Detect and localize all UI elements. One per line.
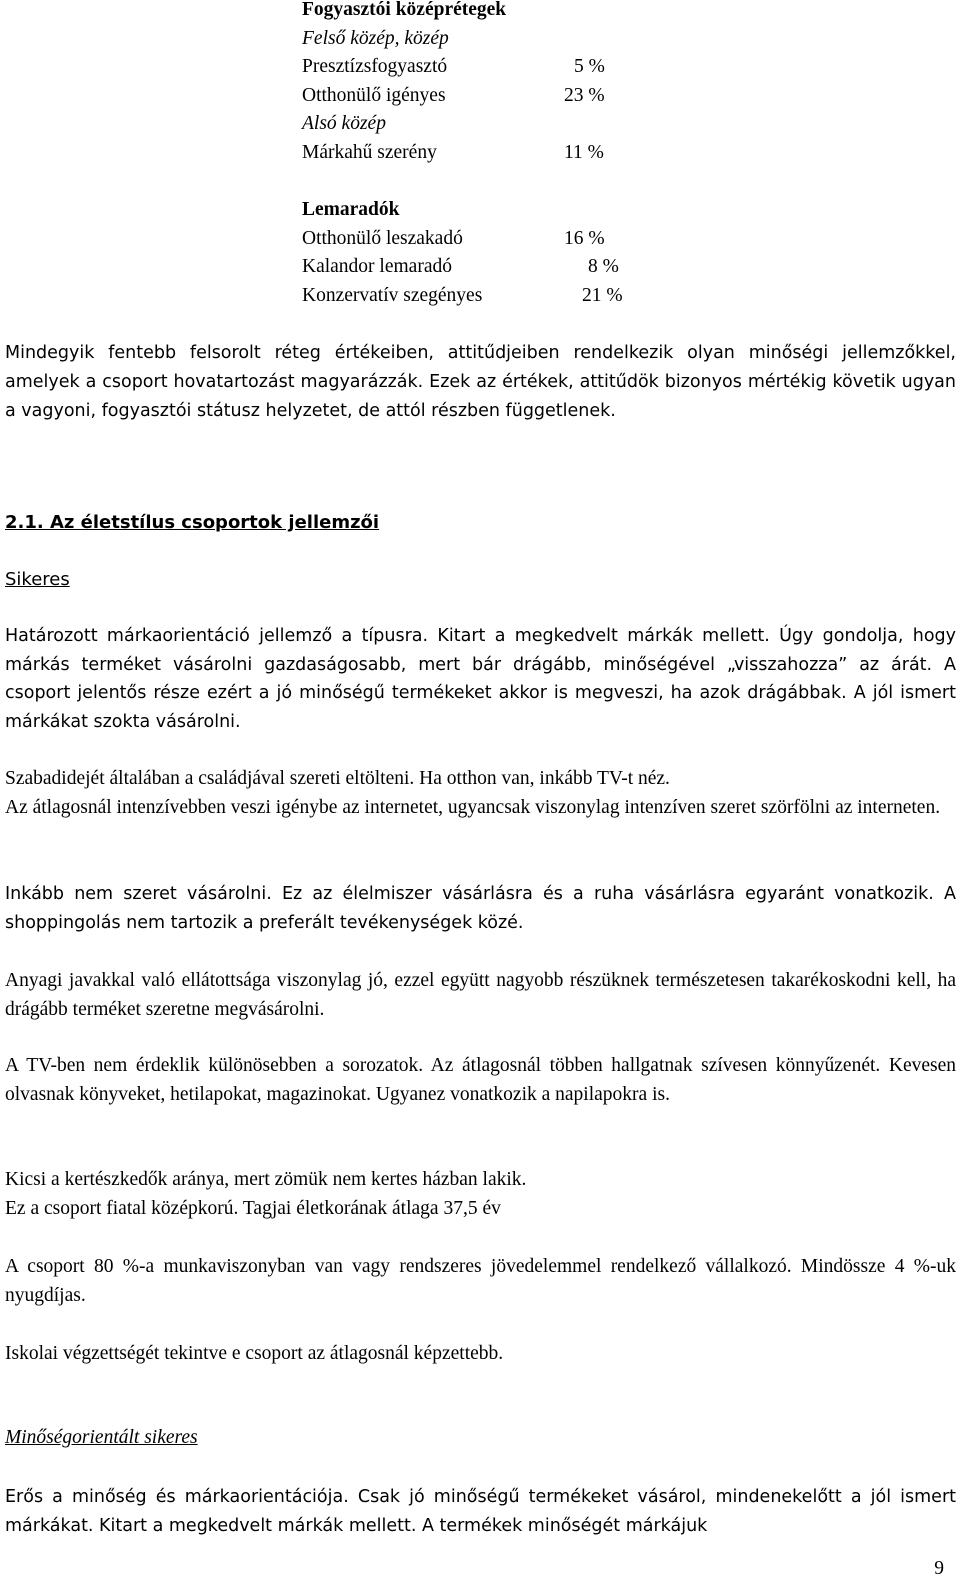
- segment-name: Márkahű szerény: [302, 141, 437, 163]
- segment-table: [302, 0, 682, 311]
- group-header: Felső közép, közép: [302, 27, 449, 49]
- segment-name: Kalandor lemaradó: [302, 256, 452, 278]
- paragraph: A TV-ben nem érdeklik különösebben a sorozatok. Az átlagosnál többen hallgatnak szívesen könnyűzenét. Kevesen olvasnak könyveket, hetilapokat, magazinokat. Ugyanez vonatkozik a napilapokra is.: [5, 1055, 956, 1105]
- intro-paragraph: Mindegyik fentebb felsorolt réteg értékeiben, attitűdjeiben rendelkezik olyan minőségi jellemzőkkel, amelyek a csoport hovatartozást magyarázzák. Ezek az értékek, attitűdök bizonyos mértékig követik ugyan a vagyoni, fogyasztói státusz helyzetet, de attól részben függetlenek.: [5, 343, 956, 421]
- segment-value: 23 %: [564, 84, 605, 106]
- segment-value: 5 %: [574, 56, 605, 78]
- group-title-minosegorientalt: Minőségorientált sikeres: [5, 1427, 198, 1448]
- page-number: 9: [934, 1558, 944, 1579]
- segment-value: 11 %: [564, 141, 604, 163]
- paragraph: Ez a csoport fiatal középkorú. Tagjai életkorának átlaga 37,5 év: [5, 1198, 501, 1219]
- segment-value: 16 %: [564, 227, 605, 249]
- paragraph: Anyagi javakkal való ellátottsága viszonylag jó, ezzel együtt nagyobb részüknek természetesen takarékoskodni kell, ha drágább terméket szeretne megvásárolni.: [5, 970, 956, 1020]
- paragraph: Iskolai végzettségét tekintve e csoport az átlagosnál képzettebb.: [5, 1343, 504, 1364]
- paragraph: Az átlagosnál intenzívebben veszi igénybe az internetet, ugyancsak viszonylag intenzíven szeret szörfölni az interneten.: [5, 797, 941, 818]
- segment-row: [302, 282, 682, 311]
- segment-value: 21 %: [582, 284, 623, 306]
- segment-row: [302, 53, 682, 82]
- segment-row: [302, 139, 682, 168]
- segment-name: Presztízsfogyasztó: [302, 56, 448, 78]
- lagging-title: Lemaradók: [302, 199, 400, 221]
- segment-name: Konzervatív szegényes: [302, 284, 483, 306]
- group-title-sikeres: Sikeres: [5, 569, 70, 590]
- segment-name: Otthonülő igényes: [302, 84, 446, 106]
- section-heading: 2.1. Az életstílus csoportok jellemzői: [5, 512, 380, 533]
- segment-name: Otthonülő leszakadó: [302, 227, 463, 249]
- segment-title: Fogyasztói középrétegek: [302, 0, 507, 20]
- paragraph: Inkább nem szeret vásárolni. Ez az élelmiszer vásárlásra és a ruha vásárlásra egyaránt vonatkozik. A shoppingolás nem tartozik a preferált tevékenységek közé.: [5, 884, 956, 933]
- paragraph: Kicsi a kertészkedők aránya, mert zömük nem kertes házban lakik.: [5, 1169, 527, 1190]
- group-header: Alsó közép: [302, 113, 386, 135]
- segment-row: [302, 225, 682, 254]
- paragraph: Erős a minőség és márkaorientációja. Csak jó minőségű termékeket vásárol, mindenekelőtt a jól ismert márkákat. Kitart a megkedvelt márkák mellett. A termékek minőségét márkájuk: [5, 1487, 956, 1536]
- segment-value: 8 %: [588, 256, 619, 278]
- segment-row: [302, 253, 682, 282]
- paragraph: Szabadidejét általában a családjával szereti eltölteni. Ha otthon van, inkább TV-t néz.: [5, 768, 670, 789]
- paragraph: Határozott márkaorientáció jellemző a típusra. Kitart a megkedvelt márkák mellett. Úgy gondolja, hogy márkás terméket vásárolni gazdaságosabb, mert bár drágább, minőségével „visszahozza” az árát. A csoport jelentős része ezért a jó minőségű termékeket akkor is megveszi, ha azok drágábbak. A jól ismert márkákat szokta vásárolni.: [5, 626, 956, 732]
- segment-row: [302, 82, 682, 111]
- paragraph: A csoport 80 %-a munkaviszonyban van vagy rendszeres jövedelemmel rendelkező vállalkozó. Mindössze 4 %-uk nyugdíjas.: [5, 1256, 956, 1306]
